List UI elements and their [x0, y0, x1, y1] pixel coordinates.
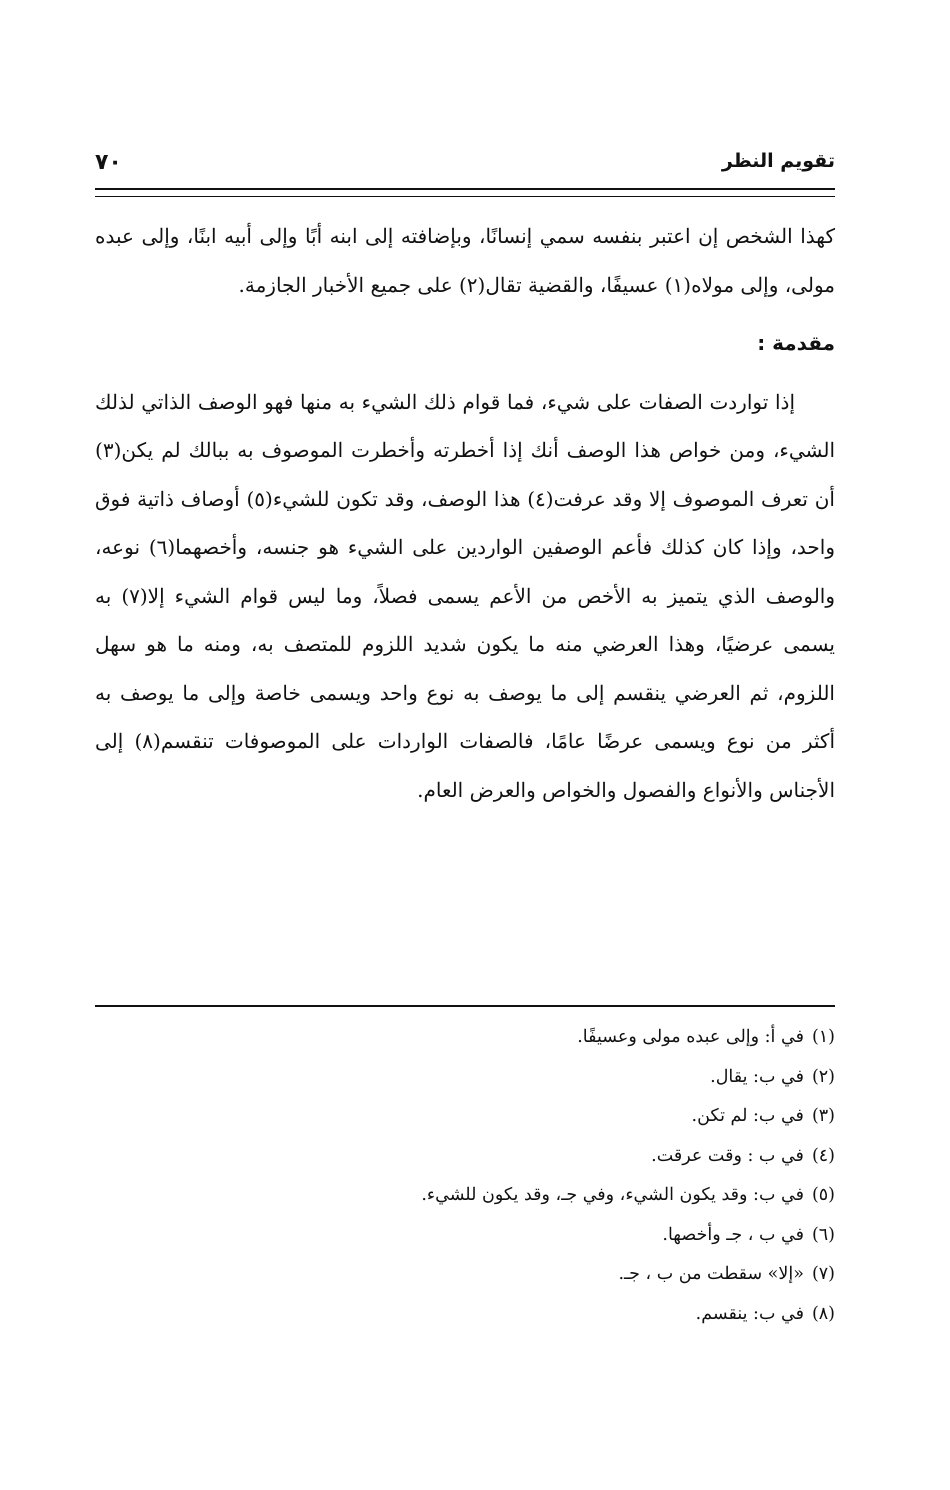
footnote-item [95, 1058, 835, 1098]
footnote-number: (٦) [811, 1224, 835, 1245]
book-title: تقويم النظر [721, 150, 835, 172]
page-number: ٧٠ [95, 150, 122, 175]
footnote-item [95, 1176, 835, 1216]
footnote-item [95, 1216, 835, 1256]
footnote-text: «إلا» سقطت من ب ، جـ. [618, 1264, 804, 1284]
footnote-text: في ب ، جـ وأخصها. [662, 1224, 804, 1245]
footnote-number: (٧) [811, 1264, 835, 1284]
footnote-item [95, 1295, 835, 1335]
main-text [95, 212, 835, 814]
footnote-text: في ب: لم تكن. [691, 1106, 804, 1126]
section-heading: مقدمة : [757, 331, 835, 355]
footnote-item [95, 1137, 835, 1177]
footnote-item [95, 1097, 835, 1137]
footnote-item [95, 1255, 835, 1295]
footnote-number: (٨) [811, 1303, 835, 1324]
footnotes-list [95, 1018, 835, 1334]
footnote-number: (١) [811, 1027, 835, 1047]
paragraph-1: كهذا الشخص إن اعتبر بنفسه سمي إنسانًا، وبإضافته إلى ابنه أبًا وإلى أبيه ابنًا، وإلى عبده مولى، وإلى مولاه(١) عسيفًا، والقضية تقال(٢) على جميع الأخبار الجازمة. [95, 224, 835, 297]
running-header [95, 150, 835, 186]
footnote-separator [95, 1005, 835, 1007]
footnote-number: (٢) [811, 1066, 835, 1087]
footnote-text: في ب : وقت عرقت. [651, 1145, 804, 1166]
paragraph-2: إذا تواردت الصفات على شيء، فما قوام ذلك الشيء به منها فهو الوصف الذاتي لذلك الشيء، ومن خواص هذا الوصف أنك إذا أخطرته وأخطرت الموصوف به ببالك لم يكن(٣) أن تعرف الموصوف إلا وقد عرفت(٤) هذا الوصف، وقد تكون للشيء(٥) أوصاف ذاتية فوق واحد، وإذا كان كذلك فأعم الوصفين الواردين على الشيء هو جنسه، وأخصهما(٦) نوعه، والوصف الذي يتميز به الأخص من الأعم يسمى فصلاً، وما ليس قوام الشيء إلا(٧) به يسمى عرضيًا، وهذا العرضي منه ما يكون شديد اللزوم للمتصف به، ومنه ما هو سهل اللزوم، ثم العرضي ينقسم إلى ما يوصف به نوع واحد ويسمى خاصة وإلى ما يوصف به أكثر من نوع ويسمى عرضًا عامًا، فالصفات الواردات على الموصوفات تنقسم(٨) إلى الأجناس والأنواع والفصول والخواص والعرض العام. [95, 389, 836, 802]
footnote-number: (٣) [811, 1106, 835, 1126]
footnote-text: في أ: وإلى عبده مولى وعسيفًا. [577, 1027, 804, 1047]
footnote-text: في ب: وقد يكون الشيء، وفي جـ، وقد يكون للشيء. [421, 1185, 804, 1205]
footnote-text: في ب: يقال. [710, 1066, 804, 1087]
header-double-rule [95, 188, 835, 197]
footnote-number: (٥) [811, 1185, 835, 1205]
footnote-text: في ب: ينقسم. [695, 1303, 804, 1324]
footnote-number: (٤) [811, 1145, 835, 1166]
footnote-item [95, 1018, 835, 1058]
